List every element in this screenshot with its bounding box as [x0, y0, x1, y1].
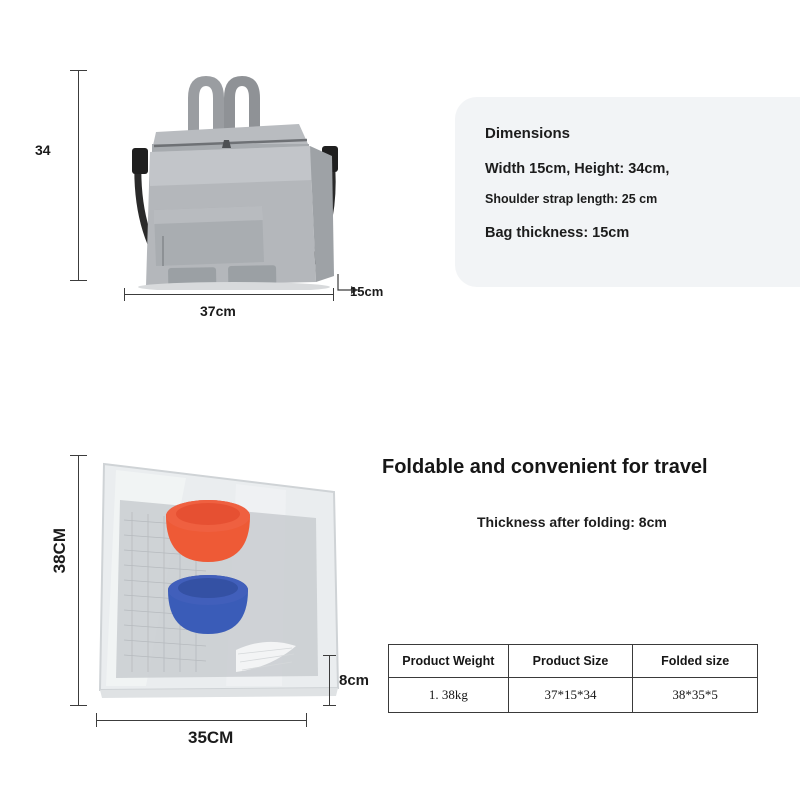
table-row — [389, 678, 758, 713]
dimensions-line-3: Bag thickness: 15cm — [485, 224, 630, 241]
thickness-tick-upper — [323, 655, 336, 656]
spec-table — [388, 644, 758, 713]
width-tick-left — [124, 288, 125, 301]
height-label-top: 34 — [35, 142, 51, 158]
thickness-label: 8cm — [339, 672, 370, 689]
width-rule-bottom — [96, 720, 306, 721]
height-label-bottom: 38CM — [50, 528, 69, 574]
width-bottom-tick-right — [306, 713, 307, 727]
folded-thickness-subline: Thickness after folding: 8cm — [477, 514, 667, 530]
bag-image-2 — [86, 440, 354, 710]
header-product-weight: Product Weight — [389, 645, 509, 678]
height-bottom-tick-lower — [70, 705, 87, 706]
height-bottom-tick-upper — [70, 455, 87, 456]
bag-image-1 — [96, 40, 366, 290]
table-header-row — [389, 645, 758, 678]
thickness-tick-lower — [323, 705, 336, 706]
width-rule-top — [124, 294, 333, 295]
cell-product-weight: 1. 38kg — [389, 678, 509, 713]
thickness-rule — [329, 655, 330, 705]
header-product-size: Product Size — [508, 645, 633, 678]
height-tick-upper — [70, 70, 87, 71]
height-tick-lower — [70, 280, 87, 281]
dimensions-line-2: Shoulder strap length: 25 cm — [485, 192, 658, 207]
height-rule-bottom — [78, 455, 79, 705]
width-tick-right — [333, 288, 334, 301]
cell-folded-size: 38*35*5 — [633, 678, 758, 713]
bag-illustration-top — [96, 40, 366, 290]
dimensions-card — [455, 97, 800, 287]
width-bottom-tick-left — [96, 713, 97, 727]
dimensions-card-title: Dimensions — [485, 125, 571, 142]
foldable-headline: Foldable and convenient for travel — [382, 456, 708, 478]
width-label-top: 37cm — [200, 303, 236, 319]
dimensions-line-1: Width 15cm, Height: 34cm, — [485, 161, 670, 177]
width-label-bottom: 35CM — [188, 728, 234, 747]
cell-product-size: 37*15*34 — [508, 678, 633, 713]
folded-bag-illustration — [86, 440, 354, 710]
header-folded-size: Folded size — [633, 645, 758, 678]
depth-label-top: 15cm — [350, 284, 384, 299]
height-rule-top — [78, 70, 79, 280]
